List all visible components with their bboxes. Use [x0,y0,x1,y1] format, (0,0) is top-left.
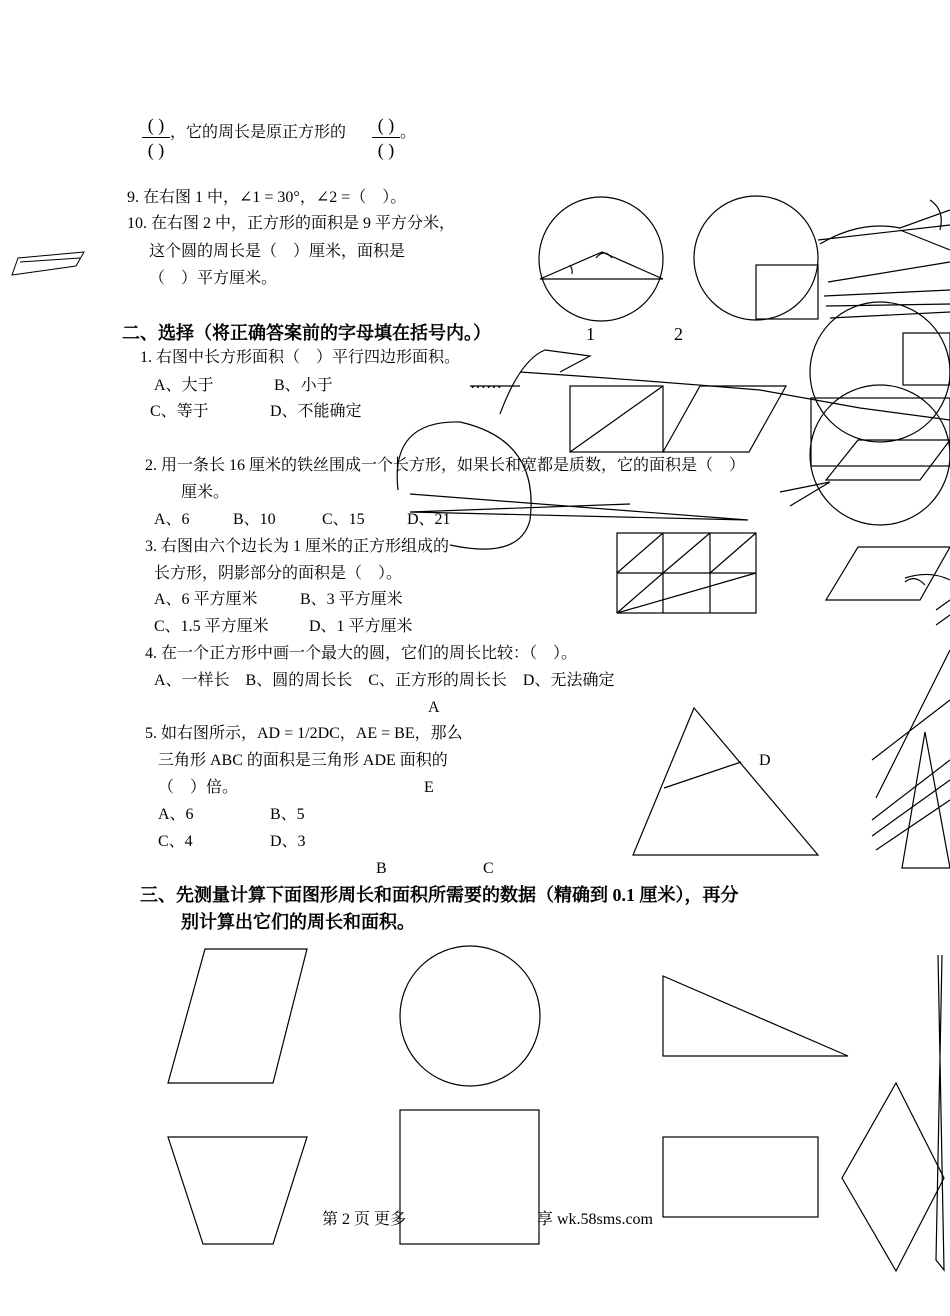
continued-text: ，它的周长是原正方形的 [170,124,347,141]
measure-parallelogram [168,949,307,1083]
choice-2-stem-cont: 厘米。 [181,484,230,501]
choice-1-option-b: B、小于 [274,377,333,394]
choice-1-parallelogram [663,386,786,452]
footer-right: 享 wk.58sms.com [537,1211,654,1228]
figure-1-circle-angle [539,197,663,321]
question-10-line-3: （ ）平方厘米。 [149,270,278,287]
choice-3-stem: 3. 右图由六个边长为 1 厘米的正方形组成的 [145,538,450,555]
grid-diagonal [663,533,710,573]
choice-1-option-c: C、等于 [150,403,209,420]
choice-1-figure [570,386,786,452]
choice-3-option-d: D、1 平方厘米 [309,618,413,635]
figure-2-square [756,265,818,319]
figure-2-circle-square [694,196,818,320]
figure-label-2: 2 [674,324,683,344]
choice-2-option-c: C、15 [322,511,365,528]
measure-rhombus [842,1083,944,1271]
question-10-line-2: 这个圆的周长是（ ）厘米，面积是 [149,243,406,260]
choice-5-option-a: A、6 [158,806,194,823]
triangle-label-a: A [428,699,440,716]
choice-1-option-d: D、不能确定 [270,403,362,420]
fraction-denominator: ( ) [377,140,395,160]
choice-4-stem: 4. 在一个正方形中画一个最大的圆，它们的周长比较：（ ）。 [145,645,578,662]
section-2-title: 二、选择（将正确答案前的字母填在括号内。） [122,323,491,343]
figure-1-triangle [540,252,663,279]
question-10-line-1: 10. 在右图 2 中，正方形的面积是 9 平方分米， [127,215,456,232]
choice-2-option-d: D、21 [407,511,451,528]
measure-right-triangle [663,976,848,1056]
segment-de [664,762,741,788]
measure-trapezoid [168,1137,307,1244]
choice-2-stem: 2. 用一条长 16 厘米的铁丝围成一个长方形，如果长和宽都是质数，它的面积是（ ） [145,457,746,474]
section-3-title-line-2: 别计算出它们的周长和面积。 [181,912,415,932]
choice-5-option-d: D、3 [270,833,306,850]
fraction-numerator: ( ) [147,115,165,135]
measure-circle [400,946,540,1086]
choice-1-option-a: A、大于 [154,377,214,394]
grid-diagonal [710,533,756,573]
section-3-title-line-1: 三、先测量计算下面图形周长和面积所需要的数据（精确到 0.1 厘米），再分 [140,885,739,905]
choice-3-stem-cont: 长方形，阴影部分的面积是（ ）。 [154,565,403,582]
triangle-abc [633,708,818,855]
choice-5-stem: 5. 如右图所示，AD = 1/2DC，AE = BE，那么 [145,725,463,742]
continued-end: 。 [400,124,417,141]
choice-3-option-c: C、1.5 平方厘米 [154,618,269,635]
choice-2-option-b: B、10 [233,511,276,528]
fraction-denominator: ( ) [147,140,165,160]
choice-3-option-b: B、3 平方厘米 [300,591,403,608]
choice-1-dots: …… [470,375,502,392]
choice-5-stem-cont-2: （ ）倍。 [158,779,239,796]
measure-square [400,1110,539,1244]
grid-diagonal [617,533,663,573]
measure-rectangle [663,1137,818,1217]
choice-2-option-a: A、6 [154,511,190,528]
question-9: 9. 在右图 1 中，∠1 = 30°，∠2 =（ ）。 [127,189,407,206]
footer-left: 第 2 页 更多 [322,1211,407,1228]
grid-diagonal [617,573,756,613]
figure-1-circle [539,197,663,321]
choice-1-rectangle-diagonal [570,386,663,452]
triangle-label-e: E [424,779,434,796]
choice-3-option-a: A、6 平方厘米 [154,591,258,608]
choice-5-option-b: B、5 [270,806,305,823]
choice-3-grid [617,533,756,613]
choice-5-option-c: C、4 [158,833,193,850]
triangle-label-c: C [483,860,494,877]
choice-5-stem-cont: 三角形 ABC 的面积是三角形 ADE 面积的 [158,752,448,769]
margin-scribble [12,252,84,275]
figure-1-angle-mark [570,265,572,274]
triangle-label-d: D [759,752,771,769]
choice-4-options: A、一样长 B、圆的周长长 C、正方形的周长长 D、无法确定 [154,672,615,689]
figure-label-1: 1 [586,324,595,344]
choice-1-stem: 1. 右图中长方形面积（ ）平行四边形面积。 [140,349,461,366]
fraction-numerator: ( ) [377,115,395,135]
triangle-label-b: B [376,860,387,877]
choice-5-triangle [633,708,818,855]
